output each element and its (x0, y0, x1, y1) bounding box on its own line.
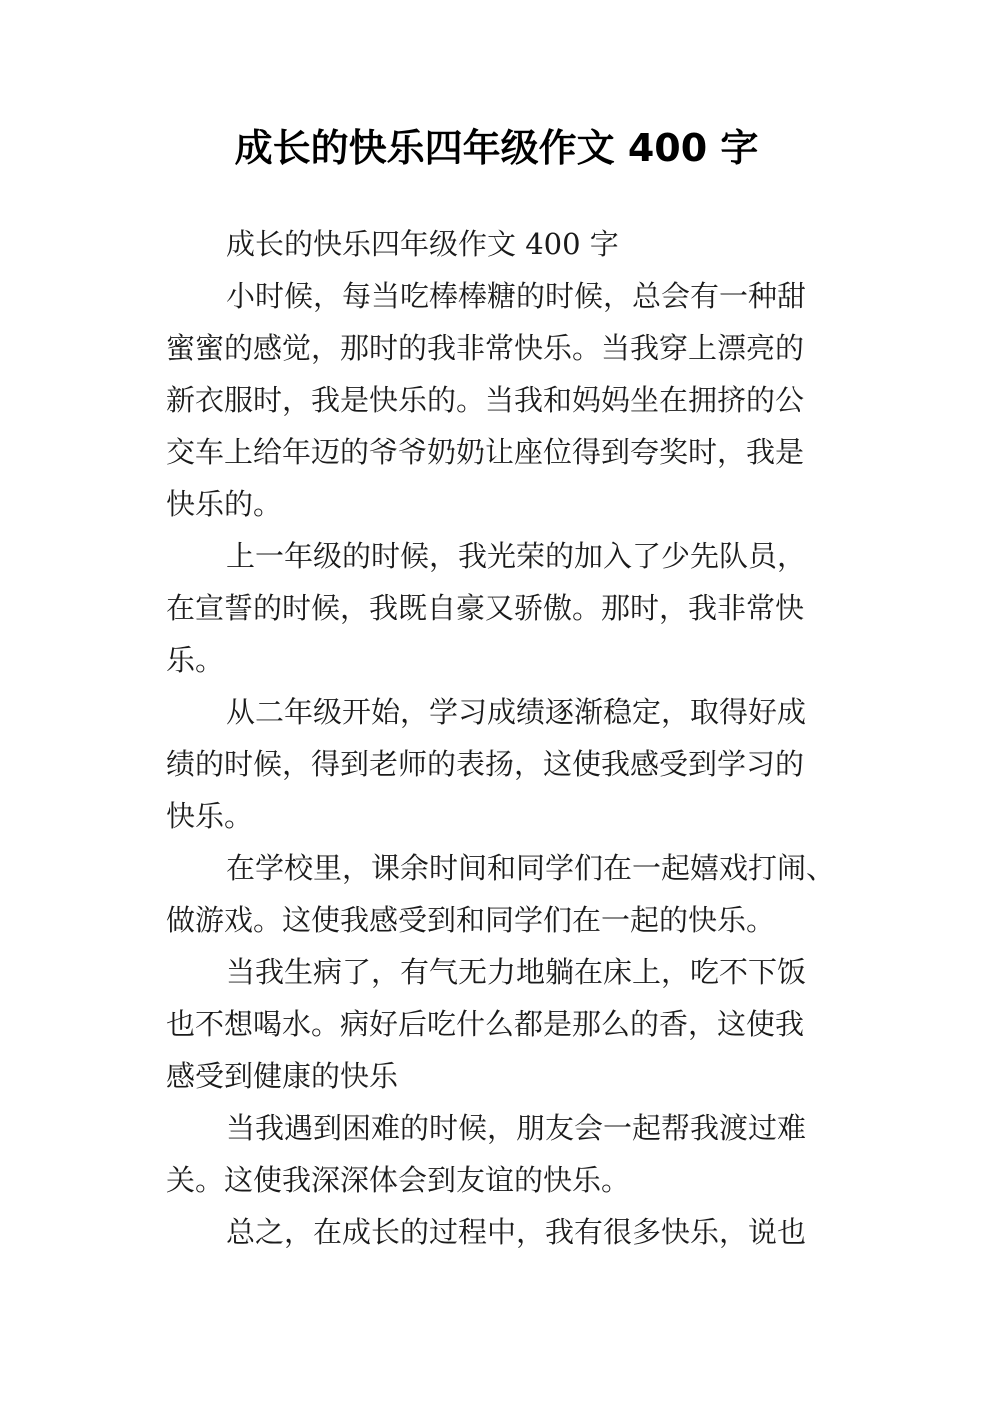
text-line: 乐。 (166, 643, 225, 677)
text-line: 新衣服时，我是快乐的。当我和妈妈坐在拥挤的公 (166, 383, 805, 417)
paragraph-classmates (166, 842, 866, 946)
paragraph-friendship (166, 1102, 866, 1206)
text-line: 在宣誓的时候，我既自豪又骄傲。那时，我非常快 (166, 591, 805, 625)
text-line: 当我遇到困难的时候，朋友会一起帮我渡过难 (226, 1111, 807, 1145)
document-title: 成长的快乐四年级作文 400 字 (234, 126, 759, 170)
text-line: 当我生病了，有气无力地躺在床上，吃不下饭 (226, 955, 807, 989)
text-line: 关。这使我深深体会到友谊的快乐。 (166, 1163, 631, 1197)
paragraph-health (166, 946, 866, 1102)
text-line: 快乐的。 (166, 487, 283, 521)
document-body (166, 218, 866, 1258)
text-line: 上一年级的时候，我光荣的加入了少先队员， (226, 539, 807, 573)
text-line: 交车上给年迈的爷爷奶奶让座位得到夸奖时，我是 (166, 435, 805, 469)
paragraph-conclusion (166, 1206, 866, 1258)
text-line: 也不想喝水。病好后吃什么都是那么的香，这使我 (166, 1007, 805, 1041)
text-line: 成长的快乐四年级作文 400 字 (226, 227, 619, 261)
text-line: 感受到健康的快乐 (166, 1059, 399, 1093)
text-line: 绩的时候，得到老师的表扬，这使我感受到学习的 (166, 747, 805, 781)
text-line: 做游戏。这使我感受到和同学们在一起的快乐。 (166, 903, 776, 937)
text-line: 小时候，每当吃棒棒糖的时候，总会有一种甜 (226, 279, 807, 313)
text-line: 快乐。 (166, 799, 254, 833)
text-line: 蜜蜜的感觉，那时的我非常快乐。当我穿上漂亮的 (166, 331, 805, 365)
paragraph-subtitle (166, 218, 866, 270)
text-line: 从二年级开始，学习成绩逐渐稳定，取得好成 (226, 695, 807, 729)
text-line: 在学校里，课余时间和同学们在一起嬉戏打闹、 (226, 851, 836, 885)
text-line: 总之，在成长的过程中，我有很多快乐，说也 (226, 1215, 807, 1249)
paragraph-study (166, 686, 866, 842)
paragraph-lollipop (166, 270, 866, 530)
paragraph-young-pioneers (166, 530, 866, 686)
